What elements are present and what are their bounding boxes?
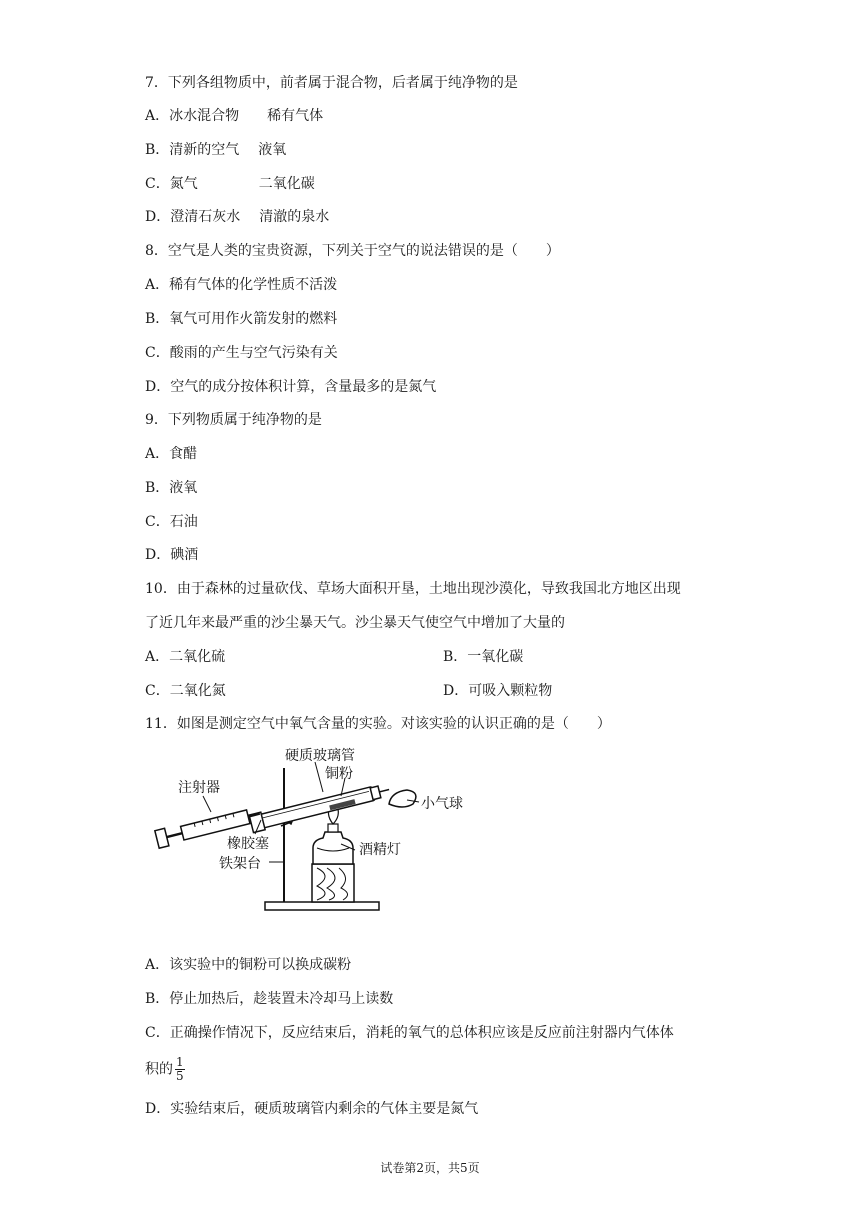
- q9-option-a: [145, 444, 197, 464]
- outlet-tube: [379, 789, 389, 791]
- q8-option-c: [145, 343, 338, 363]
- option-key: D．: [145, 1101, 171, 1117]
- q7-option-a: [145, 106, 323, 126]
- option-key: D．: [443, 683, 469, 699]
- option-text: 食醋: [169, 446, 198, 462]
- option-key: C．: [145, 176, 170, 192]
- option-key: B．: [145, 311, 170, 327]
- fraction-numerator: 1: [176, 1055, 184, 1069]
- q10-stem-line2: 了近几年来最严重的沙尘暴天气。沙尘暴天气使空气中增加了大量的: [145, 615, 565, 631]
- q11-option-c: [145, 1023, 674, 1043]
- option-text: 碘酒: [170, 547, 199, 563]
- option-text: 石油: [169, 514, 198, 530]
- option-key: A．: [145, 108, 170, 124]
- label-lamp: 酒精灯: [359, 842, 401, 858]
- stand-base: [265, 902, 379, 910]
- q8-option-a: [145, 275, 337, 295]
- option-key: A．: [145, 649, 170, 665]
- q8-option-b: [145, 309, 337, 329]
- q9-stem: 9．下列物质属于纯净物的是: [145, 412, 322, 428]
- option-text: 氧气可用作火箭发射的燃料: [169, 311, 338, 327]
- tube-leader: [315, 762, 323, 792]
- option-first: 氮气: [169, 176, 198, 192]
- glass-tube: [257, 787, 375, 829]
- option-key: C．: [145, 514, 170, 530]
- option-text: 该实验中的铜粉可以换成碳粉: [169, 957, 352, 973]
- q10-option-b: [443, 647, 523, 667]
- q10-option-c: [145, 681, 226, 701]
- option-text-cont: 积的: [145, 1061, 173, 1078]
- option-key: D．: [145, 209, 171, 225]
- q11-stem: 11．如图是测定空气中氧气含量的实验。对该实验的认识正确的是（ ）: [145, 716, 611, 732]
- q11-option-d: [145, 1099, 478, 1119]
- q10-option-a: [145, 647, 225, 667]
- q7-option-b: [145, 140, 286, 160]
- option-text: 二氧化氮: [169, 683, 226, 699]
- q7-option-c: [145, 174, 315, 194]
- option-second: 液氧: [258, 142, 287, 158]
- q11-option-a: [145, 955, 351, 975]
- option-text: 正确操作情况下，反应结束后，消耗的氧气的总体积应该是反应前注射器内气体体: [169, 1025, 674, 1041]
- q7-stem: 7．下列各组物质中，前者属于混合物，后者属于纯净物的是: [145, 75, 518, 91]
- option-second: 清澈的泉水: [259, 209, 330, 225]
- q10-stem-line1: 10．由于森林的过量砍伐、草场大面积开垦，土地出现沙漠化，导致我国北方地区出现: [145, 581, 681, 597]
- option-key: D．: [145, 379, 171, 395]
- option-text: 酸雨的产生与空气污染有关: [169, 345, 338, 361]
- option-key: A．: [145, 957, 170, 973]
- option-key: C．: [145, 683, 170, 699]
- option-key: B．: [145, 142, 170, 158]
- option-first: 清新的空气: [169, 142, 240, 158]
- option-key: C．: [145, 345, 170, 361]
- option-key: B．: [145, 991, 170, 1007]
- fraction-denominator: 5: [176, 1069, 184, 1083]
- option-key: D．: [145, 547, 171, 563]
- page-footer: 试卷第2页，共5页: [380, 1161, 480, 1175]
- q9-option-b: [145, 478, 197, 498]
- option-text: 稀有气体的化学性质不活泼: [169, 277, 338, 293]
- option-key: C．: [145, 1025, 170, 1041]
- q11-option-b: [145, 989, 393, 1009]
- q11-option-c-line2: [145, 1056, 185, 1083]
- option-first: 冰水混合物: [169, 108, 240, 124]
- option-second: 稀有气体: [267, 108, 324, 124]
- option-text: 实验结束后，硬质玻璃管内剩余的气体主要是氮气: [170, 1101, 479, 1117]
- option-text: 空气的成分按体积计算，含量最多的是氮气: [170, 379, 437, 395]
- option-second: 二氧化碳: [258, 176, 315, 192]
- q9-option-c: [145, 512, 198, 532]
- glass-tube-group: [249, 781, 391, 833]
- balloon: [389, 790, 416, 807]
- label-tube: 硬质玻璃管: [285, 748, 355, 764]
- option-text: 二氧化硫: [169, 649, 226, 665]
- lamp-wick: [328, 824, 338, 832]
- q10-option-d: [443, 681, 552, 701]
- option-first: 澄清石灰水: [170, 209, 241, 225]
- label-balloon: 小气球: [421, 796, 463, 812]
- q8-option-d: [145, 377, 436, 397]
- oxygen-experiment-figure: [145, 744, 465, 914]
- option-key: B．: [145, 480, 170, 496]
- q8-stem: 8．空气是人类的宝贵资源，下列关于空气的说法错误的是（ ）: [145, 243, 560, 259]
- label-stopper: 橡胶塞: [227, 836, 269, 852]
- option-text: 液氧: [169, 480, 198, 496]
- option-text: 可吸入颗粒物: [468, 683, 553, 699]
- alcohol-lamp: [313, 832, 353, 864]
- q9-option-d: [145, 545, 198, 565]
- label-syringe: 注射器: [178, 780, 220, 796]
- option-text: 停止加热后，趁装置未冷却马上读数: [169, 991, 394, 1007]
- label-copper: 铜粉: [325, 766, 353, 782]
- fraction-one-fifth: [175, 1056, 185, 1083]
- syringe-leader: [203, 796, 211, 812]
- syringe-plunger-cap: [155, 828, 169, 848]
- label-stand: 铁架台: [219, 856, 261, 872]
- option-key: A．: [145, 446, 170, 462]
- option-key: A．: [145, 277, 170, 293]
- option-text: 一氧化碳: [467, 649, 524, 665]
- q7-option-d: [145, 207, 329, 227]
- option-key: B．: [443, 649, 468, 665]
